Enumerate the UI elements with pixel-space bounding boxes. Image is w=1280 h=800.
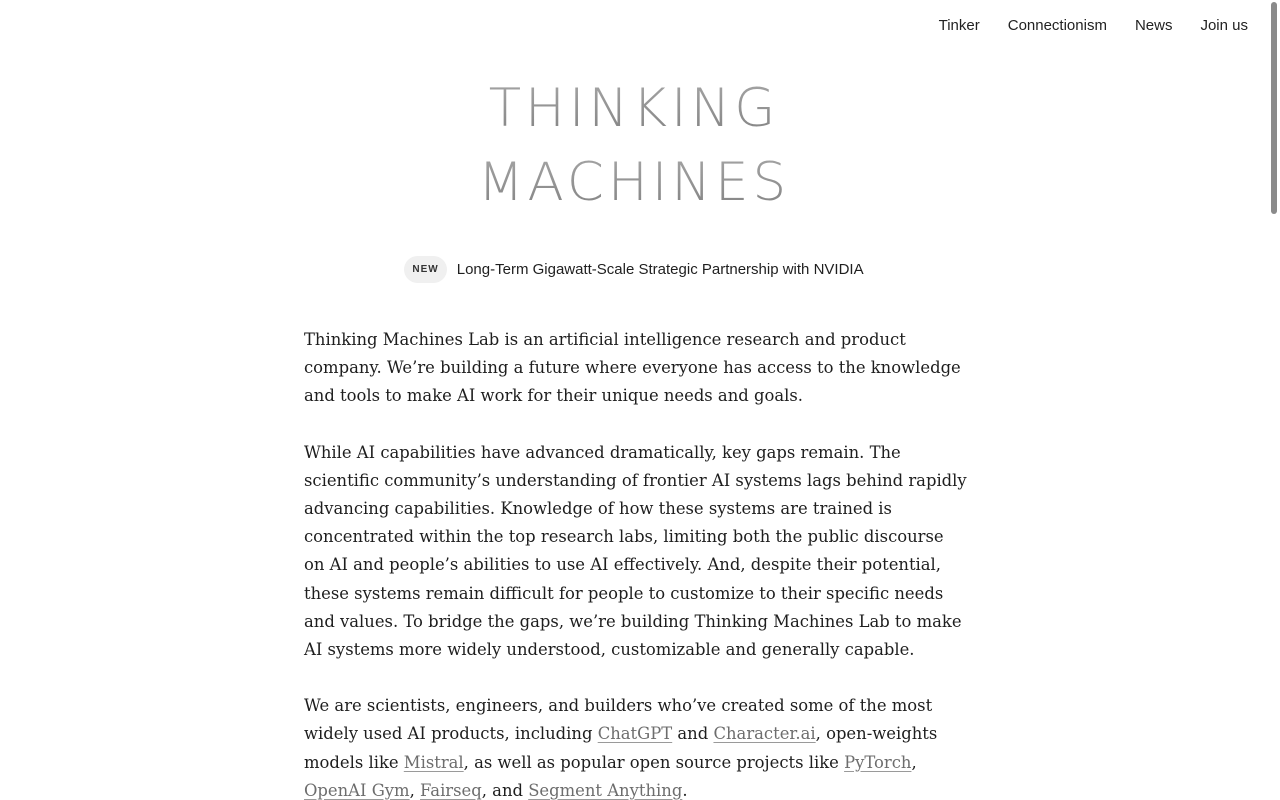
announcement-link[interactable]: Long-Term Gigawatt-Scale Strategic Partnership with NVIDIA [456, 261, 864, 278]
characterai-link[interactable]: Character.ai [713, 724, 816, 744]
team-paragraph [304, 692, 969, 800]
segment-anything-link[interactable]: Segment Anything [528, 780, 683, 800]
gaps-paragraph: While AI capabilities have advanced dramatically, key gaps remain. The scientific community’s understanding of frontier AI systems lags behind rapidly advancing capabilities. Knowledge of how these systems are trained is concentrated within the top research labs, limiting both the public discourse on AI and people’s abilities to use AI effectively. And, despite their potential, these systems remain difficult for people to customize to their specific needs and values. To bridge the gaps, we’re building Thinking Machines Lab to make AI systems more widely understood, customizable and generally capable. [304, 442, 967, 660]
team-text-1: We are scientists, engineers, and builders who’ve created some of the most widely used AI products, including [304, 696, 933, 744]
nav-connectionism-link[interactable]: Connectionism [1007, 17, 1107, 34]
team-text-6: , [409, 780, 421, 800]
top-navigation [939, 17, 1248, 34]
intro-paragraph: Thinking Machines Lab is an artificial intelligence research and product company. We’re building a future where everyone has access to the knowledge and tools to make AI work for their unique needs and goals. [304, 330, 961, 406]
mistral-link[interactable]: Mistral [403, 752, 464, 772]
new-badge: NEW [404, 256, 446, 283]
announcement-banner [0, 256, 1268, 283]
team-text-3: , open-weights models like [304, 724, 938, 772]
site-logo[interactable] [0, 72, 1268, 220]
nav-join-us-link[interactable]: Join us [1200, 17, 1248, 34]
team-text-4: , as well as popular open source projects like [463, 752, 845, 772]
page-scrollbar[interactable] [1268, 0, 1280, 800]
main-content [304, 326, 969, 800]
team-text-2: and [672, 724, 714, 744]
pytorch-link[interactable]: PyTorch [844, 752, 912, 772]
chatgpt-link[interactable]: ChatGPT [597, 724, 673, 744]
scrollbar-thumb[interactable] [1271, 2, 1277, 214]
team-text-7: , and [481, 780, 529, 800]
openai-gym-link[interactable]: OpenAI Gym [304, 780, 410, 800]
nav-tinker-link[interactable]: Tinker [938, 17, 980, 34]
logo-line-thinking: THINKING [0, 72, 1268, 146]
nav-news-link[interactable]: News [1134, 17, 1173, 34]
team-text-5: , [911, 752, 917, 772]
logo-line-machines: MACHINES [0, 146, 1268, 220]
fairseq-link[interactable]: Fairseq [420, 780, 482, 800]
team-text-8: . [682, 780, 688, 800]
